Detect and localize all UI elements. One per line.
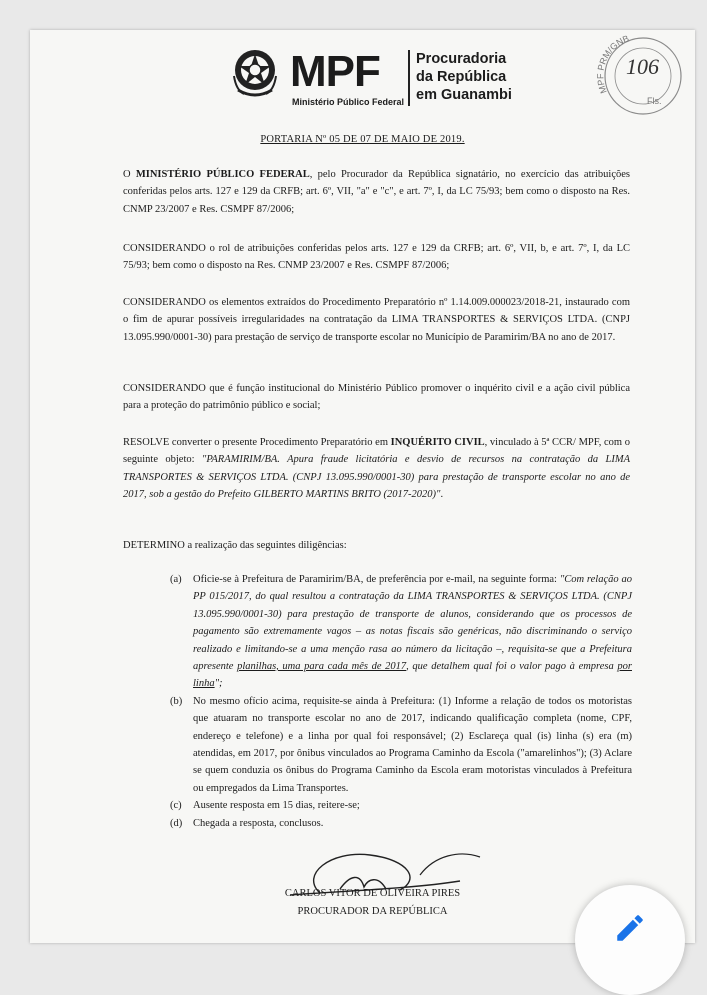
considerando-1-text: o rol de atribuições conferidas pelos arts. 127 e 129 da CRFB; art. 6º, VII, b, e art. 7º, I, da LC 75/93; bem como o disposto na Res. CNMP 23/2007 e Res. CSMPF 87/2006; — [123, 243, 630, 272]
procuradoria-line-2: da República — [416, 69, 507, 85]
resolve-lead: RESOLVE — [123, 437, 170, 448]
item-quote-2: , que detalhem qual foi o valor pago à empresa — [406, 661, 618, 673]
item-label: (a) — [170, 574, 182, 585]
portaria-title: PORTARIA Nº 05 DE 07 DE MAIO DE 2019. — [260, 134, 465, 145]
intro-lead: O — [123, 169, 136, 180]
stamp-ring-text: MPF PRM/GNB — [595, 33, 631, 95]
mpf-logo-text: MPF — [290, 47, 380, 96]
considerando-2-text: os elementos extraídos do Procedimento Preparatório nº 1.14.009.000023/2018-21, instaurado com o fim de apurar possíveis irregularidades na contratação da LIMA TRANSPORTES & SERVIÇOS LTDA. (CNPJ 13.095.990/0001-30) para prestação de serviço de transporte escolar no Município de Paramirim/BA no ano de 2017. — [123, 297, 630, 343]
signatory-name: CARLOS VITOR DE OLIVEIRA PIRES — [284, 888, 461, 899]
item-text: Oficie-se à Prefeitura de Paramirim/BA, de preferência por e-mail, na seguinte forma: — [193, 574, 560, 585]
diligences-list — [170, 571, 632, 832]
determino-lead: DETERMINO — [123, 540, 185, 551]
intro-paragraph — [123, 166, 630, 218]
item-text: Chegada a resposta, conclusos. — [193, 817, 324, 829]
list-item — [170, 693, 632, 797]
item-quote-underlined: planilhas, uma para cada mês de 2017 — [237, 661, 407, 673]
resolve-object: "PARAMIRIM/BA. Apura fraude licitatória e desvio de recursos na contratação da LIMA TRANSPORTES & SERVIÇOS LTDA. (CNPJ 13.095.990/0001-30) para prestação de transporte escolar no ano de 2017, sob a gestão do Prefeito GILBERTO MARTINS BRITO (2017-2020)" — [123, 454, 630, 501]
determino-paragraph — [123, 537, 630, 554]
considerando-1-lead: CONSIDERANDO — [123, 243, 206, 254]
resolve-text-2: , vinculado à 5ª CCR/ MPF, com o seguinte objeto: — [123, 437, 630, 466]
procuradoria-line-1: Procuradoria — [416, 51, 507, 67]
coat-of-arms-icon — [230, 46, 280, 100]
resolve-bold: INQUÉRITO CIVIL — [390, 437, 485, 448]
list-item — [170, 797, 632, 814]
intro-bold: MINISTÉRIO PÚBLICO FEDERAL — [135, 169, 310, 180]
logo-divider — [408, 50, 410, 106]
considerando-3-text: que é função institucional do Ministério Público promover o inquérito civil e a ação civil pública para a proteção do patrimônio público e social; — [123, 383, 630, 412]
ministerio-label: Ministério Público Federal — [292, 97, 405, 107]
intro-text: , pelo Procurador da República signatário, no exercício das atribuições conferidas pelos arts. 127 e 129 da CRFB; art. 6º, VII, "a" e "c", e art. 7º, I, da LC 75/93; bem como o disposto na Res. CNMP 23/2007 e Res. CSMPF 87/2006; — [123, 169, 630, 215]
document-page — [30, 30, 695, 943]
item-label: (b) — [170, 695, 183, 707]
list-item — [170, 571, 632, 693]
resolve-text-1: converter o presente Procedimento Preparatório em — [169, 437, 391, 448]
procuradoria-line-3: em Guanambi — [416, 87, 512, 103]
item-text: No mesmo ofício acima, requisite-se ainda à Prefeitura: (1) Informe a relação de todos os motoristas que atuaram no transporte escolar no ano de 2017, indicando qualificação completa (nome, CPF, endereço e telefone) e a linha por qual foi responsável; (2) Esclareça qual (is) linha (s) era (m) atendidas, em 2017, por ônibus vinculados ao Programa Caminho da Escola ("amarelinhos"); (3) Aclare se quem conduzia os ônibus do Programa Caminho da Escola eram motoristas vinculados à Prefeitura ou empregados da Lima Transportes. — [193, 695, 632, 794]
resolve-end: . — [440, 489, 444, 501]
item-label: (d) — [170, 817, 183, 829]
edit-fab-button[interactable] — [575, 885, 685, 995]
item-quote: "Com relação ao PP 015/2017, do qual resultou a contratação da LIMA TRANSPORTES & SERVIÇOS LTDA. (CNPJ 13.095.990/0001-30) para prestação de transporte de alunos, considerando que os processos de pagamento são extremamente vagos – as notas fiscais são genéricas, não discriminando o serviço realizado e limitando-se a uma menção rasa ao número da licitação –, requisita-se que a Prefeitura apresente — [193, 574, 632, 673]
item-quote-end: "; — [214, 678, 223, 690]
determino-text: a realização das seguintes diligências: — [184, 540, 347, 551]
considerando-2-lead: CONSIDERANDO — [123, 297, 206, 308]
considerando-3 — [123, 380, 630, 415]
item-quote-underlined-2: por linha — [193, 661, 632, 690]
item-text: Ausente resposta em 15 dias, reitere-se; — [193, 800, 360, 812]
considerando-1 — [123, 240, 630, 275]
item-label: (c) — [170, 800, 182, 812]
considerando-2 — [123, 294, 630, 346]
list-item — [170, 815, 632, 832]
procuradoria-block — [416, 50, 512, 104]
considerando-3-lead: CONSIDERANDO — [123, 383, 206, 394]
edit-pencil-icon — [613, 911, 647, 945]
stamp-page-number: 106 — [626, 54, 659, 79]
stamp-page-label: Fls. — [647, 96, 662, 106]
resolve-paragraph — [123, 434, 630, 504]
signatory-role: PROCURADOR DA REPÚBLICA — [297, 906, 448, 917]
